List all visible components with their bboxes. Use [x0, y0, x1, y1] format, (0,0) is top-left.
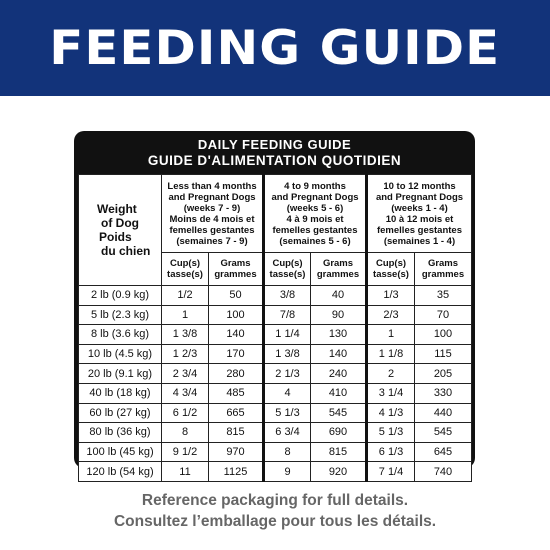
grams-header: Grams grammes [415, 253, 472, 286]
age-group-header: 10 to 12 months and Pregnant Dogs (weeks 1 - 4) 10 à 12 mois et femelles gestantes (semaines 1 - 4) [367, 175, 472, 253]
cups-cell: 1 2/3 [162, 344, 209, 364]
grams-cell: 330 [415, 383, 472, 403]
cups-cell: 3/8 [264, 286, 311, 306]
cups-header: Cup(s) tasse(s) [264, 253, 311, 286]
table-row [79, 344, 472, 364]
cups-cell: 5 1/3 [264, 403, 311, 423]
grams-cell: 240 [311, 364, 367, 384]
grams-cell: 815 [209, 423, 264, 443]
grams-header: Grams grammes [311, 253, 367, 286]
table-row [79, 325, 472, 345]
weight-cell: 20 lb (9.1 kg) [79, 364, 162, 384]
cups-cell: 4 1/3 [367, 403, 415, 423]
footer-line-fr: Consultez l’emballage pour tous les détails. [113, 513, 437, 530]
table-row [79, 364, 472, 384]
cups-cell: 2 [367, 364, 415, 384]
page-title: FEEDING GUIDE [49, 20, 501, 76]
grams-cell: 140 [209, 325, 264, 345]
grams-cell: 100 [209, 305, 264, 325]
feeding-table [78, 174, 472, 482]
grams-cell: 35 [415, 286, 472, 306]
cups-cell: 1 3/8 [264, 344, 311, 364]
cups-cell: 5 1/3 [367, 423, 415, 443]
weight-cell: 8 lb (3.6 kg) [79, 325, 162, 345]
weight-cell: 100 lb (45 kg) [79, 442, 162, 462]
grams-cell: 90 [311, 305, 367, 325]
grams-cell: 70 [415, 305, 472, 325]
grams-cell: 130 [311, 325, 367, 345]
grams-cell: 40 [311, 286, 367, 306]
footer-note [0, 490, 550, 532]
weight-cell: 120 lb (54 kg) [79, 462, 162, 482]
cups-cell: 1/2 [162, 286, 209, 306]
cups-cell: 1 1/4 [264, 325, 311, 345]
grams-cell: 545 [311, 403, 367, 423]
grams-cell: 1125 [209, 462, 264, 482]
table-row [79, 403, 472, 423]
cups-cell: 1 [162, 305, 209, 325]
weight-cell: 5 lb (2.3 kg) [79, 305, 162, 325]
table-title-fr: GUIDE D'ALIMENTATION QUOTIDIEN [147, 153, 402, 168]
grams-cell: 280 [209, 364, 264, 384]
cups-cell: 1 [367, 325, 415, 345]
grams-cell: 140 [311, 344, 367, 364]
grams-cell: 485 [209, 383, 264, 403]
cups-cell: 9 1/2 [162, 442, 209, 462]
age-group-header: Less than 4 months and Pregnant Dogs (weeks 7 - 9) Moins de 4 mois et femelles gestantes (semaines 7 - 9) [162, 175, 264, 253]
weight-cell: 10 lb (4.5 kg) [79, 344, 162, 364]
grams-cell: 645 [415, 442, 472, 462]
cups-cell: 2 3/4 [162, 364, 209, 384]
grams-cell: 170 [209, 344, 264, 364]
grams-cell: 100 [415, 325, 472, 345]
cups-cell: 6 1/3 [367, 442, 415, 462]
cups-cell: 9 [264, 462, 311, 482]
cups-cell: 6 3/4 [264, 423, 311, 443]
cups-cell: 3 1/4 [367, 383, 415, 403]
cups-cell: 8 [264, 442, 311, 462]
cups-header: Cup(s) tasse(s) [162, 253, 209, 286]
feeding-table-card [74, 131, 475, 478]
weight-cell: 60 lb (27 kg) [79, 403, 162, 423]
grams-cell: 50 [209, 286, 264, 306]
grams-cell: 440 [415, 403, 472, 423]
weight-header: Weight of Dog Poids du chien [79, 175, 162, 286]
cups-cell: 6 1/2 [162, 403, 209, 423]
grams-cell: 115 [415, 344, 472, 364]
table-title-en: DAILY FEEDING GUIDE [197, 137, 352, 152]
table-row [79, 462, 472, 482]
cups-cell: 1/3 [367, 286, 415, 306]
table-row [79, 423, 472, 443]
grams-cell: 545 [415, 423, 472, 443]
grams-cell: 665 [209, 403, 264, 423]
grams-cell: 815 [311, 442, 367, 462]
cups-cell: 4 3/4 [162, 383, 209, 403]
table-row [79, 442, 472, 462]
cups-cell: 11 [162, 462, 209, 482]
cups-cell: 2/3 [367, 305, 415, 325]
grams-header: Grams grammes [209, 253, 264, 286]
footer-line-en: Reference packaging for full details. [141, 492, 409, 509]
header-banner [0, 0, 550, 96]
grams-cell: 690 [311, 423, 367, 443]
table-row [79, 305, 472, 325]
weight-cell: 40 lb (18 kg) [79, 383, 162, 403]
grams-cell: 970 [209, 442, 264, 462]
cups-cell: 7/8 [264, 305, 311, 325]
table-title [74, 131, 475, 174]
weight-cell: 2 lb (0.9 kg) [79, 286, 162, 306]
age-group-header: 4 to 9 months and Pregnant Dogs (weeks 5 - 6) 4 à 9 mois et femelles gestantes (semaines 5 - 6) [264, 175, 367, 253]
weight-cell: 80 lb (36 kg) [79, 423, 162, 443]
cups-cell: 8 [162, 423, 209, 443]
grams-cell: 740 [415, 462, 472, 482]
table-row [79, 286, 472, 306]
cups-cell: 4 [264, 383, 311, 403]
cups-cell: 2 1/3 [264, 364, 311, 384]
cups-cell: 7 1/4 [367, 462, 415, 482]
table-row [79, 383, 472, 403]
grams-cell: 205 [415, 364, 472, 384]
cups-cell: 1 1/8 [367, 344, 415, 364]
grams-cell: 410 [311, 383, 367, 403]
cups-cell: 1 3/8 [162, 325, 209, 345]
cups-header: Cup(s) tasse(s) [367, 253, 415, 286]
grams-cell: 920 [311, 462, 367, 482]
